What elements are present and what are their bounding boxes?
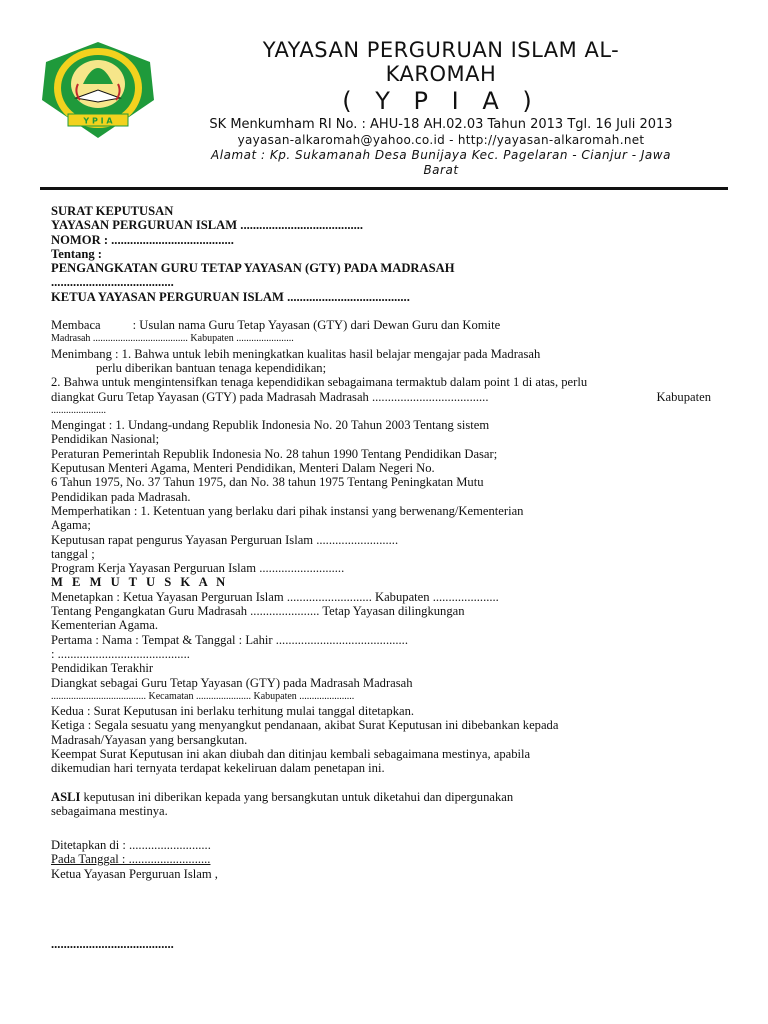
- menimbang-line: Menimbang : 1. Bahwa untuk lebih meningkatkan kualitas hasil belajar mengajar pada Madrasah: [51, 346, 541, 361]
- mengingat-line3: Peraturan Pemerintah Republik Indonesia No. 28 tahun 1990 Tentang Pendidikan Dasar;: [51, 446, 498, 461]
- memperhatikan-line3: Keputusan rapat pengurus Yayasan Perguruan Islam ..........................: [51, 532, 399, 547]
- mengingat-line6: Pendidikan pada Madrasah.: [51, 489, 191, 504]
- header-divider: [40, 187, 728, 190]
- doc-chairman: KETUA YAYASAN PERGURUAN ISLAM .......................................: [51, 289, 410, 304]
- asli-line2: sebagaimana mestinya.: [51, 803, 168, 818]
- asli-line: ASLI keputusan ini diberikan kepada yang bersangkutan untuk diketahui dan dipergunakan: [51, 789, 514, 804]
- diangkat-line2: ...................................... Kecamatan ...................... Kabupaten ......................: [51, 690, 355, 702]
- doc-about-label: Tentang :: [51, 246, 102, 261]
- pertama-line2: : ..........................................: [51, 646, 190, 661]
- decree-body: [51, 204, 711, 951]
- mengingat-line5: 6 Tahun 1975, No. 37 Tahun 1975, dan No. 38 tahun 1975 Tentang Peningkatan Mutu: [51, 475, 484, 490]
- mengingat-line4: Keputusan Menteri Agama, Menteri Pendidikan, Menteri Dalam Negeri No.: [51, 461, 435, 476]
- kedua-line: Kedua : Surat Keputusan ini berlaku terhitung mulai tanggal ditetapkan.: [51, 704, 415, 719]
- menimbang-line2: perlu diberikan bantuan tenaga kependidikan;: [96, 360, 327, 375]
- tanggal-line: Pada Tanggal : ..........................: [51, 852, 211, 867]
- tentang-line: Tentang Pengangkatan Guru Madrasah ...................... Tetap Yayasan dilingkungan: [51, 604, 465, 619]
- doc-title: SURAT KEPUTUSAN: [51, 204, 174, 218]
- membaca-line2: Madrasah ...................................... Kabupaten .......................: [51, 333, 294, 345]
- pertama-line: Pertama : Nama : Tempat & Tanggal : Lahir ..........................................: [51, 632, 408, 647]
- doc-subject: PENGANGKATAN GURU TETAP YAYASAN (GTY) PADA MADRASAH: [51, 261, 455, 276]
- doc-foundation: YAYASAN PERGURUAN ISLAM .......................................: [51, 218, 364, 233]
- foundation-acronym: ( Y P I A ): [342, 87, 540, 115]
- doc-subject-dots: .......................................: [51, 275, 174, 290]
- ketiga-line: Ketiga : Segala sesuatu yang menyangkut pendanaan, akibat Surat Keputusan ini dibebankan kepada: [51, 718, 559, 733]
- logo-band-text: Y P I A: [83, 116, 113, 126]
- diangkat-line: Diangkat sebagai Guru Tetap Yayasan (GTY) pada Madrasah Madrasah: [51, 675, 413, 690]
- keempat-line: Keempat Surat Keputusan ini akan diubah dan ditinjau kembali sebagaimana mestinya, apabila: [51, 746, 531, 761]
- signature-dots: .......................................: [51, 937, 174, 952]
- address-line1: Alamat : Kp. Sukamanah Desa Bunijaya Kec. Pagelaran - Cianjur - Jawa: [211, 148, 671, 162]
- keempat-line2: dikemudian hari ternyata terdapat kekeliruan dalam penetapan ini.: [51, 761, 385, 776]
- foundation-name-line2: KAROMAH: [385, 62, 497, 86]
- sk-line: SK Menkumham RI No. : AHU-18 AH.02.03 Tahun 2013 Tgl. 16 Juli 2013: [209, 117, 673, 132]
- menimbang-dots: ......................: [51, 404, 106, 416]
- address-line2: Barat: [423, 163, 459, 177]
- memperhatikan-line4: tanggal ;: [51, 546, 95, 561]
- memperhatikan-line2: Agama;: [51, 518, 91, 533]
- mengingat-line: Mengingat : 1. Undang-undang Republik Indonesia No. 20 Tahun 2003 Tentang sistem: [51, 418, 490, 433]
- memperhatikan-line: Memperhatikan : 1. Ketentuan yang berlaku dari pihak instansi yang berwenang/Kementerian: [51, 503, 524, 518]
- tentang-line2: Kementerian Agama.: [51, 618, 159, 633]
- ypia-logo: [38, 40, 158, 140]
- ditetapkan-line: Ditetapkan di : ..........................: [51, 838, 211, 853]
- menimbang-point2: 2. Bahwa untuk mengintensifkan tenaga kependidikan sebagaimana termaktub dalam point 1 di atas, perlu: [51, 375, 588, 390]
- mengingat-line2: Pendidikan Nasional;: [51, 432, 160, 447]
- letterhead: [168, 38, 714, 178]
- foundation-name-line1: YAYASAN PERGURUAN ISLAM AL-: [262, 38, 620, 62]
- pertama-line3: Pendidikan Terakhir: [51, 661, 154, 676]
- memperhatikan-line5: Program Kerja Yayasan Perguruan Islam ...........................: [51, 561, 345, 576]
- membaca-line: Membaca : Usulan nama Guru Tetap Yayasan (GTY) dari Dewan Guru dan Komite: [51, 318, 501, 333]
- ketiga-line2: Madrasah/Yayasan yang bersangkutan.: [51, 732, 248, 747]
- menimbang-point2-line2: diangkat Guru Tetap Yayasan (GTY) pada Madrasah Madrasah ..................................... Kabupaten: [51, 389, 711, 404]
- doc-number: NOMOR : .......................................: [51, 232, 234, 247]
- contact-line: yayasan-alkaromah@yahoo.co.id - http://yayasan-alkaromah.net: [237, 133, 645, 147]
- menetapkan-line: Menetapkan : Ketua Yayasan Perguruan Islam ........................... Kabupaten .....................: [51, 589, 499, 604]
- signatory-title: Ketua Yayasan Perguruan Islam ,: [51, 866, 218, 881]
- memutuskan-heading: M E M U T U S K A N: [51, 575, 229, 590]
